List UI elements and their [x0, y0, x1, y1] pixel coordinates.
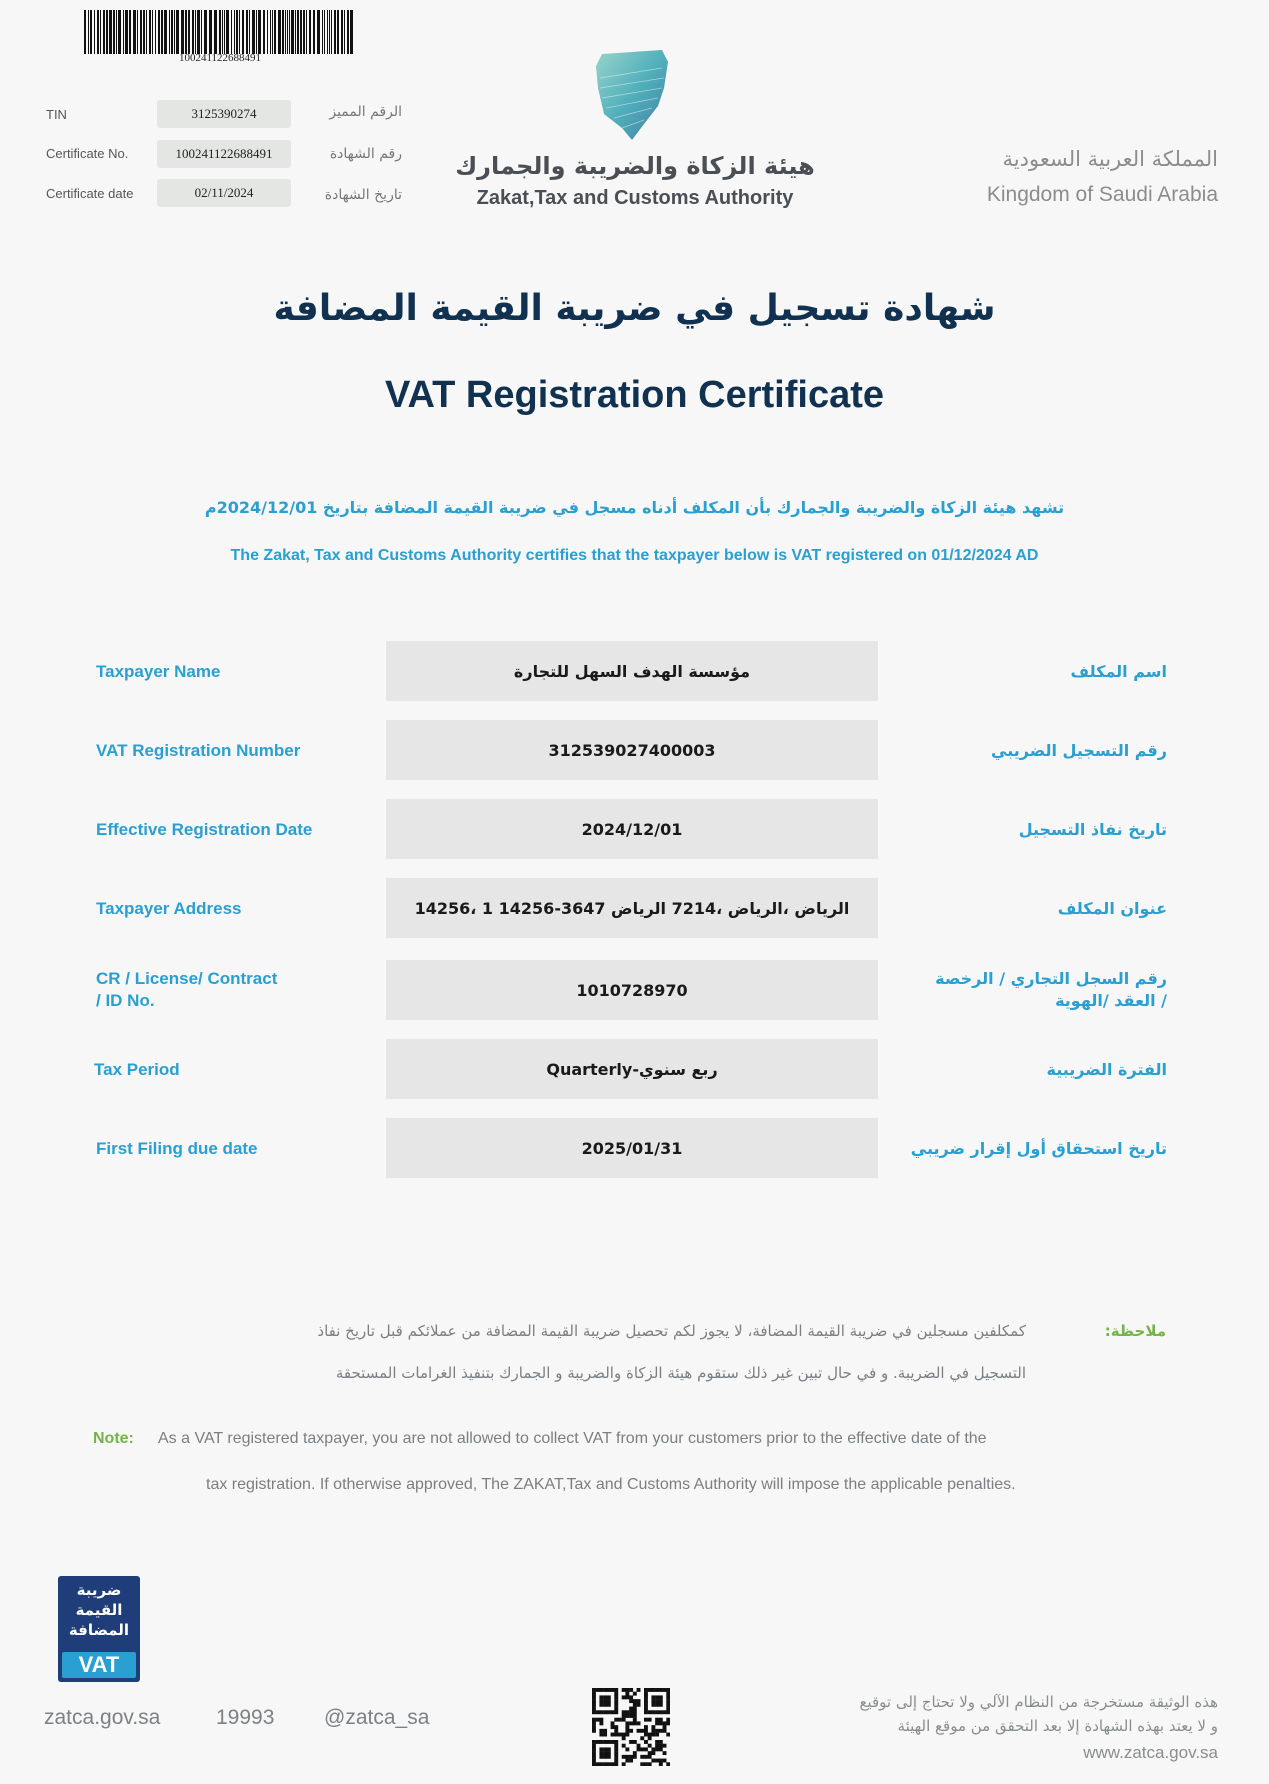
certificate-date-label-ar: تاريخ الشهادة	[324, 187, 402, 203]
footer-disclaimer-line1: هذه الوثيقة مستخرجة من النظام الآلي ولا تحتاج إلى توقيع	[859, 1693, 1218, 1711]
authority-name-en: Zakat,Tax and Customs Authority	[476, 187, 794, 209]
footer-handle[interactable]: @zatca_sa	[324, 1706, 430, 1729]
tin-label: TIN	[46, 107, 67, 122]
note-line1-en: As a VAT registered taxpayer, you are not allowed to collect VAT from your customers prior to the effective date of the	[158, 1430, 987, 1447]
first-filing-label: First Filing due date	[96, 1139, 258, 1158]
certification-statement-en: The Zakat, Tax and Customs Authority certifies that the taxpayer below is VAT registered on 01/12/2024 AD	[230, 547, 1039, 564]
vat-badge-text-ar	[58, 1580, 140, 1640]
cr-license-value: 1010728970	[386, 960, 878, 1020]
kingdom-name-en: Kingdom of Saudi Arabia	[986, 183, 1218, 206]
certificate-title-ar: شهادة تسجيل في ضريبة القيمة المضافة	[273, 288, 996, 329]
tax-period-value: ربع سنوي-Quarterly	[386, 1039, 878, 1099]
vat-badge-en: VAT	[62, 1652, 136, 1678]
tax-period-label-ar: الفترة الضريبية	[1046, 1060, 1167, 1079]
note-line1-ar: كمكلفين مسجلين في ضريبة القيمة المضافة، لا يجوز لكم تحصيل ضريبة القيمة المضافة من عملائكم قبل تاريخ نفاذ	[317, 1322, 1026, 1340]
note-line2-en: tax registration. If otherwise approved, The ZAKAT,Tax and Customs Authority will impose the applicable penalties.	[206, 1476, 1016, 1493]
certificate-title-en: VAT Registration Certificate	[384, 374, 884, 416]
vat-badge-line3: المضافة	[68, 1621, 130, 1639]
zatca-logo-icon	[592, 48, 672, 144]
effective-date-label: Effective Registration Date	[96, 820, 313, 839]
vat-badge-line1: ضريبة	[76, 1581, 122, 1599]
effective-date-value: 2024/12/01	[386, 799, 878, 859]
note-line2-ar: التسجيل في الضريبة. و في حال تبين غير ذلك ستقوم هيئة الزكاة والضريبة و الجمارك بتنفيذ الغرامات المستحقة	[335, 1364, 1026, 1382]
tin-value: 3125390274	[157, 100, 291, 128]
barcode	[84, 10, 356, 54]
certificate-date-label: Certificate date	[46, 186, 134, 201]
vat-number-label: VAT Registration Number	[96, 741, 301, 760]
taxpayer-name-value: مؤسسة الهدف السهل للتجارة	[386, 641, 878, 701]
effective-date-label-ar: تاريخ نفاذ التسجيل	[1018, 820, 1167, 839]
certificate-no-label: Certificate No.	[46, 146, 129, 161]
cr-license-label-line1: CR / License/ Contract	[96, 969, 278, 988]
vat-badge-line2: القيمة	[75, 1601, 123, 1619]
taxpayer-name-label-ar: اسم المكلف	[1070, 662, 1167, 681]
footer-website[interactable]: zatca.gov.sa	[44, 1706, 161, 1729]
footer-disclaimer-line2: و لا يعتد بهذه الشهادة إلا بعد التحقق من موقع الهيئة	[897, 1717, 1218, 1735]
certification-statement-ar: تشهد هيئة الزكاة والضريبة والجمارك بأن المكلف أدناه مسجل في ضريبة القيمة المضافة بتاريخ 2024/12/01م	[204, 498, 1065, 517]
cr-license-label-line2: / ID No.	[96, 991, 155, 1010]
certificate-no-value: 100241122688491	[157, 140, 291, 168]
certificate-date-value: 02/11/2024	[157, 179, 291, 207]
taxpayer-address-label-ar: عنوان المكلف	[1057, 899, 1167, 918]
qr-code-icon	[592, 1688, 670, 1766]
first-filing-value: 2025/01/31	[386, 1118, 878, 1178]
cr-license-label	[96, 968, 336, 1012]
authority-name-ar: هيئة الزكاة والضريبة والجمارك	[455, 152, 815, 180]
cr-license-label-ar	[900, 968, 1167, 1012]
note-label-ar: ملاحظة:	[1104, 1322, 1166, 1340]
footer-url[interactable]: www.zatca.gov.sa	[1083, 1743, 1218, 1762]
tin-label-ar: الرقم المميز	[329, 104, 402, 120]
tax-period-label: Tax Period	[94, 1060, 180, 1079]
cr-license-label-ar-line1: رقم السجل التجاري / الرخصة	[935, 969, 1167, 988]
cr-license-label-ar-line2: / العقد /الهوية	[1055, 991, 1167, 1010]
certificate-no-label-ar: رقم الشهادة	[329, 146, 402, 162]
footer-phone[interactable]: 19993	[216, 1706, 275, 1729]
vat-number-value: 312539027400003	[386, 720, 878, 780]
note-label-en: Note:	[93, 1430, 134, 1447]
taxpayer-name-label: Taxpayer Name	[96, 662, 221, 681]
kingdom-name-ar: المملكة العربية السعودية	[1002, 147, 1218, 171]
barcode-number: 100241122688491	[178, 52, 262, 64]
taxpayer-address-value: الرياض ،الرياض ،7214 الرياض 3647-14256 1 ،14256	[386, 878, 878, 938]
vat-number-label-ar: رقم التسجيل الضريبي	[991, 741, 1167, 760]
taxpayer-address-label: Taxpayer Address	[96, 899, 242, 918]
first-filing-label-ar: تاريخ استحقاق أول إقرار ضريبي	[910, 1139, 1167, 1158]
